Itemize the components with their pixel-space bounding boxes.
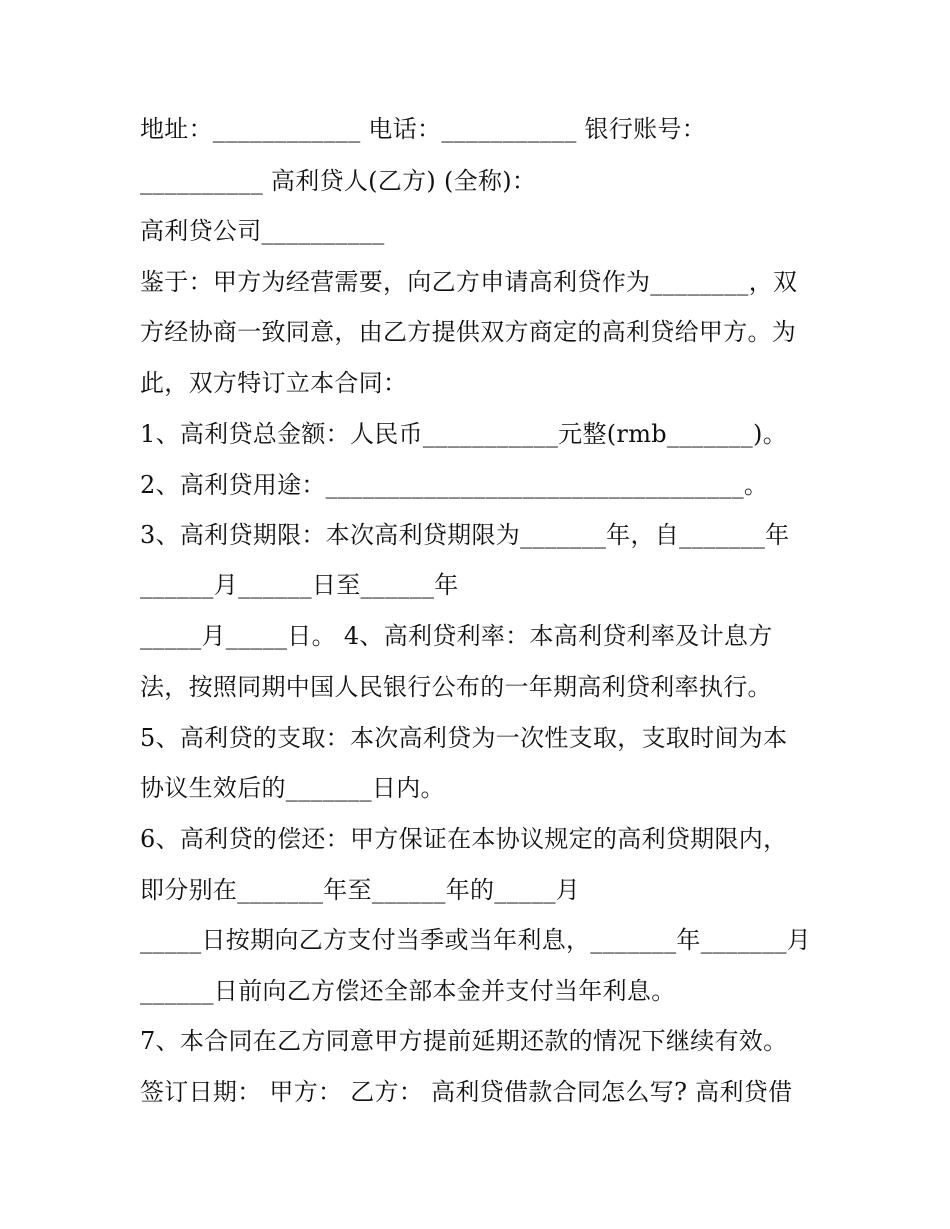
- clause-6-repayment-line-3: _____日按期向乙方支付当季或当年利息，_______年_______月: [140, 926, 812, 954]
- clause-3-term-line-1: 3、高利贷期限：本次高利贷期限为_______年，自_______年: [140, 521, 790, 549]
- clause-5-withdrawal-line-1: 5、高利贷的支取：本次高利贷为一次性支取，支取时间为本: [140, 724, 788, 752]
- clause-7-validity: 7、本合同在乙方同意甲方提前延期还款的情况下继续有效。: [140, 1027, 788, 1055]
- whereas-clause-line-1: 鉴于：甲方为经营需要，向乙方申请高利贷作为________，双: [140, 268, 798, 296]
- clause-1-amount: 1、高利贷总金额：人民币___________元整(rmb_______)。: [140, 420, 787, 448]
- whereas-clause-line-2: 方经协商一致同意，由乙方提供双方商定的高利贷给甲方。为: [140, 318, 797, 346]
- clause-6-repayment-line-2: 即分别在_______年至______年的_____月: [140, 876, 581, 904]
- lender-company-line: 高利贷公司__________: [140, 217, 385, 245]
- lender-party-b-line: __________ 高利贷人(乙方) (全称)：: [140, 167, 537, 195]
- clause-5-withdrawal-line-2: 协议生效后的_______日内。: [140, 774, 445, 802]
- clause-6-repayment-line-1: 6、高利贷的偿还：甲方保证在本协议规定的高利贷期限内，: [140, 825, 788, 853]
- whereas-clause-line-3: 此，双方特订立本合同：: [140, 369, 408, 397]
- clause-6-repayment-line-4: ______日前向乙方偿还全部本金并支付当年利息。: [140, 977, 676, 1005]
- address-phone-bank-line: 地址：____________ 电话：___________ 银行账号：: [140, 115, 707, 143]
- signing-date-line: 签订日期： 甲方： 乙方： 高利贷借款合同怎么写? 高利贷借: [140, 1078, 793, 1106]
- clause-4-rate-line-1: _____月_____日。 4、高利贷利率：本高利贷利率及计息方: [140, 622, 773, 650]
- clause-4-rate-line-2: 法，按照同期中国人民银行公布的一年期高利贷利率执行。: [140, 673, 772, 701]
- clause-3-term-line-2: ______月______日至______年: [140, 571, 459, 599]
- clause-2-purpose: 2、高利贷用途：__________________________________。: [140, 471, 769, 499]
